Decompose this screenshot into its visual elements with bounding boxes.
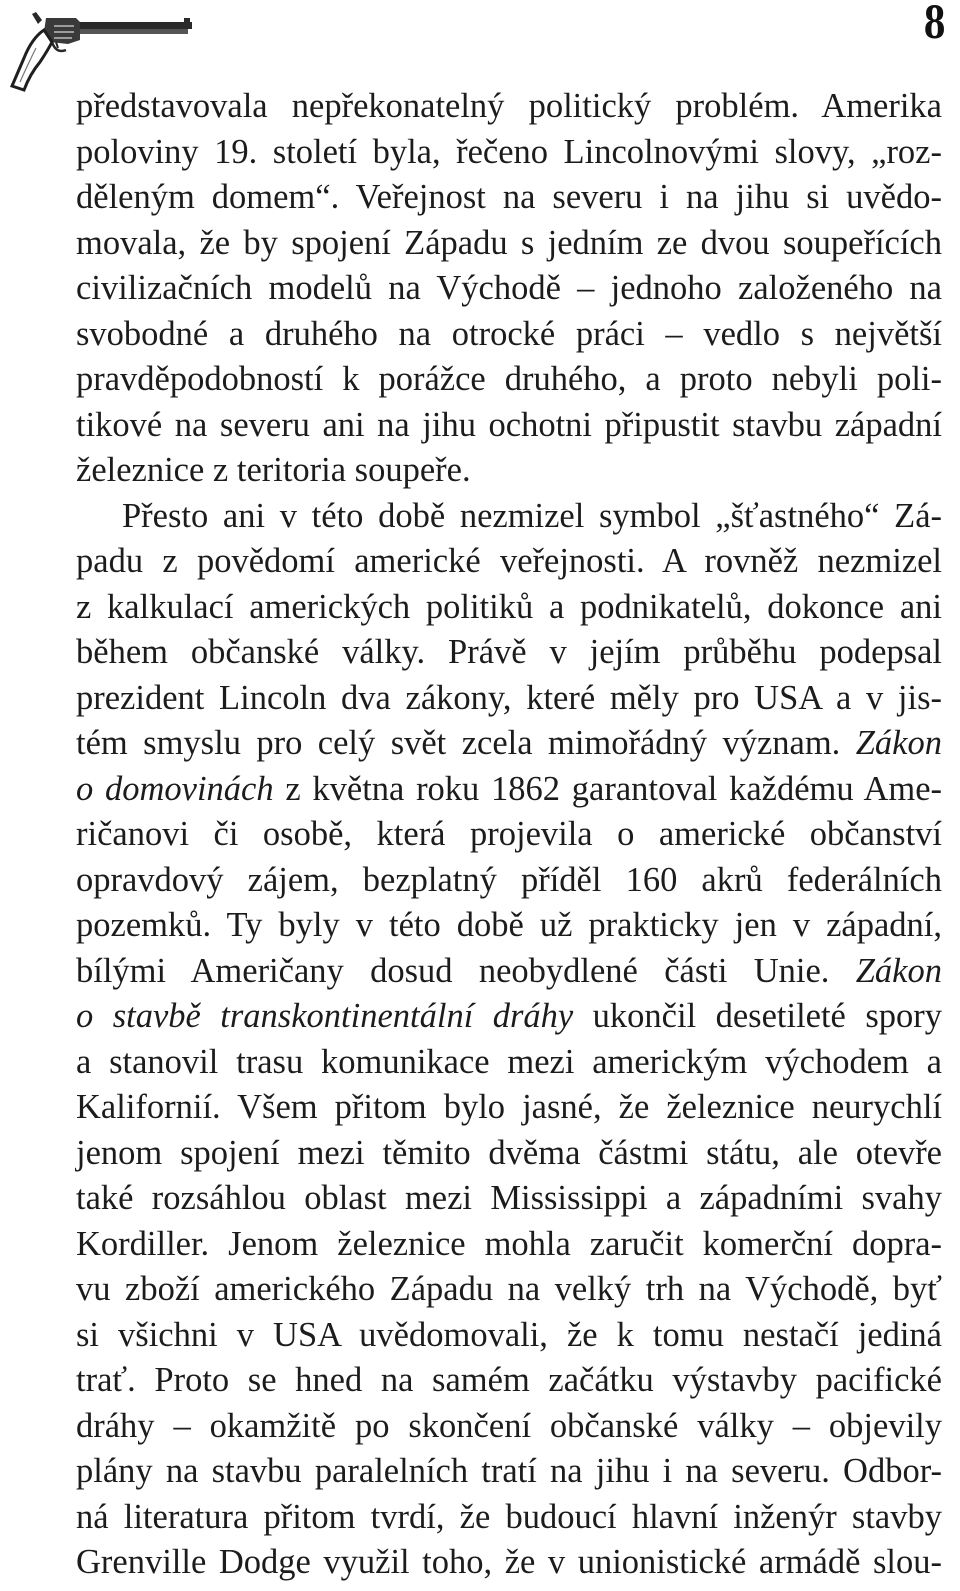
text-line <box>76 767 942 813</box>
text-segment: Kordiller. Jenom železnice mohla zaručit komerční dopra- <box>76 1224 942 1263</box>
text-segment: poloviny 19. století byla, řečeno Lincolnovými slovy, „roz- <box>76 132 942 171</box>
text-segment: svobodné a druhého na otrocké práci – vedlo s největší <box>76 314 942 353</box>
text-line <box>76 676 942 722</box>
text-line <box>76 1313 942 1359</box>
text-segment: jenom spojení mezi těmito dvěma částmi státu, ale otevře <box>76 1133 942 1172</box>
text-line <box>76 175 942 221</box>
text-segment: vu zboží amerického Západu na velký trh na Východě, byť <box>76 1270 942 1308</box>
text-line <box>76 1358 942 1404</box>
text-segment: prezident Lincoln dva zákony, které měly pro USA a v jis- <box>76 678 942 717</box>
text-line <box>76 1495 942 1541</box>
text-segment: železnice z teritoria soupeře. <box>76 451 471 489</box>
text-line <box>76 1085 942 1131</box>
text-segment: a stanovil trasu komunikace mezi americkým východem a <box>76 1042 942 1081</box>
text-line <box>76 994 942 1040</box>
text-line <box>76 1449 942 1495</box>
body-text <box>76 84 942 1586</box>
text-line <box>76 130 942 176</box>
page-number: 8 <box>923 0 946 49</box>
text-segment: Přesto ani v této době nezmizel symbol „šťastného“ Zá- <box>122 496 942 535</box>
text-segment: si všichni v USA uvědomovali, že k tomu nestačí jediná <box>76 1315 942 1354</box>
text-line <box>76 1222 942 1268</box>
text-line <box>76 903 942 949</box>
text-line <box>76 539 942 585</box>
text-segment: trať. Proto se hned na samém začátku výstavby pacifické <box>76 1361 942 1399</box>
text-segment: civilizačních modelů na Východě – jednoho založeného na <box>76 269 942 307</box>
text-segment: tikové na severu ani na jihu ochotni připustit stavbu západní <box>76 405 942 444</box>
text-line <box>76 448 942 494</box>
text-line <box>76 1267 942 1313</box>
text-line <box>76 312 942 358</box>
paragraph <box>76 84 942 494</box>
text-segment: ukončil desetileté spory <box>573 997 942 1035</box>
text-line <box>76 585 942 631</box>
text-line <box>76 84 942 130</box>
text-line <box>76 858 942 904</box>
text-line <box>76 221 942 267</box>
text-line <box>76 949 942 995</box>
text-segment: pravděpodobností k porážce druhého, a proto nebyli poli- <box>76 360 942 398</box>
text-segment: movala, že by spojení Západu s jedním ze dvou soupeřících <box>76 223 942 262</box>
text-segment: Kalifornií. Všem přitom bylo jasné, že železnice neurychlí <box>76 1088 942 1126</box>
text-line <box>76 403 942 449</box>
text-line <box>76 812 942 858</box>
revolver-icon <box>6 8 198 94</box>
text-segment: ričanovi či osobě, která projevila o americké občanství <box>76 815 942 853</box>
text-segment: z kalkulací amerických politiků a podnikatelů, dokonce ani <box>76 587 942 626</box>
text-line <box>76 1176 942 1222</box>
text-line <box>76 1540 942 1586</box>
italic-title-text: Zákon <box>855 951 942 990</box>
paragraph <box>76 494 942 1586</box>
text-line <box>76 721 942 767</box>
text-segment: bílými Američany dosud neobydlené části Unie. <box>76 951 856 990</box>
text-line <box>76 494 942 540</box>
text-segment: ná literatura přitom tvrdí, že budoucí hlavní inženýr stavby <box>76 1497 942 1536</box>
text-segment: padu z povědomí americké veřejnosti. A rovněž nezmizel <box>76 542 942 580</box>
text-segment: pozemků. Ty byly v této době už prakticky jen v západní, <box>76 906 942 944</box>
text-line <box>76 1131 942 1177</box>
italic-title-text: Zákon <box>855 724 942 762</box>
italic-title-text: o domovinách <box>76 769 274 808</box>
text-segment: z května roku 1862 garantoval každému Ame- <box>273 769 942 808</box>
text-segment: představovala nepřekonatelný politický problém. Amerika <box>76 87 942 125</box>
text-segment: opravdový zájem, bezplatný příděl 160 akrů federálních <box>76 860 942 899</box>
text-segment: také rozsáhlou oblast mezi Mississippi a západními svahy <box>76 1179 942 1217</box>
text-segment: Grenville Dodge využil toho, že v unionistické armádě slou- <box>76 1543 942 1581</box>
text-segment: během občanské války. Právě v jejím průběhu podepsal <box>76 633 942 671</box>
italic-title-text: o stavbě transkontinentální dráhy <box>76 997 574 1035</box>
text-segment: plány na stavbu paralelních tratí na jihu i na severu. Odbor- <box>76 1452 942 1490</box>
text-segment: dráhy – okamžitě po skončení občanské války – objevily <box>76 1406 942 1445</box>
text-segment: děleným domem“. Veřejnost na severu i na jihu si uvědo- <box>76 178 942 216</box>
text-segment: tém smyslu pro celý svět zcela mimořádný význam. <box>76 724 856 762</box>
text-line <box>76 1040 942 1086</box>
text-line <box>76 266 942 312</box>
text-line <box>76 630 942 676</box>
text-line <box>76 357 942 403</box>
text-line <box>76 1404 942 1450</box>
